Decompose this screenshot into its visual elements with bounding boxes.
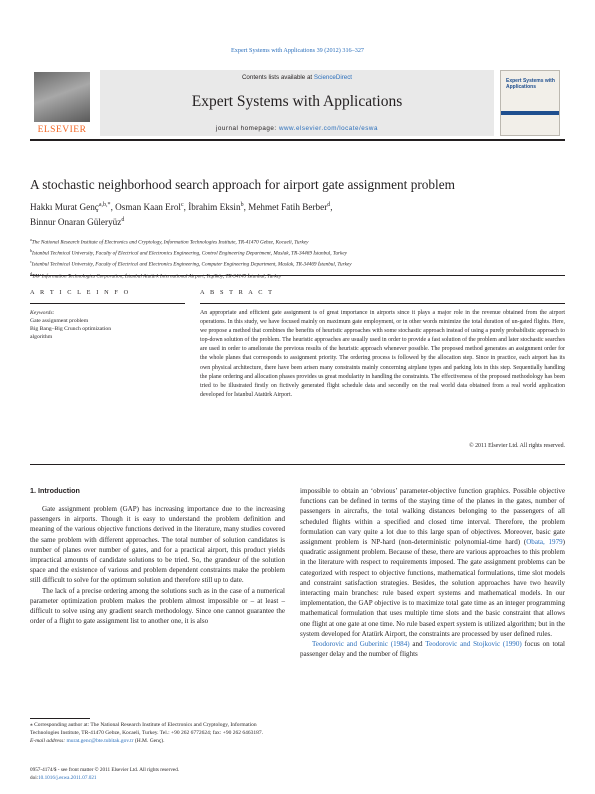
abstract-rule bbox=[200, 303, 565, 304]
journal-title: Expert Systems with Applications bbox=[191, 93, 403, 110]
corresponding-author-note: ⁎ Corresponding author at: The National Research Institute of Electronics and Cryptology, Information Technologies Institute, TR-41470 Gebze, Kocaeli, Turkey. Tel.: +90 262 6772624; fax: +90 262 6463187. bbox=[30, 722, 263, 736]
doi-line: doi:10.1016/j.eswa.2011.07.021 bbox=[30, 774, 97, 781]
email-note: E-mail address: murat.genc@bte.tubitak.gov.tr (H.M. Genç). bbox=[30, 738, 165, 744]
issn-line: 0957-4174/$ - see front matter © 2011 Elsevier Ltd. All rights reserved. bbox=[30, 767, 180, 773]
body-paragraph: The lack of a precise ordering among the solutions such as in the case of a numerical parameter optimization problem makes the problem almost impossible or – at least – difficult to solve using any gradient search methodology. Since one cannot guarantee the order of a flight to gate assignment list to another one, it is also bbox=[30, 586, 285, 626]
author-3[interactable]: İbrahim Eksin$^b$, bbox=[188, 202, 249, 213]
homepage-prefix: journal homepage: bbox=[216, 125, 279, 132]
front-matter-divider bbox=[30, 464, 565, 465]
body-column-left bbox=[30, 504, 285, 626]
author-list bbox=[30, 199, 570, 229]
body-paragraph: Gate assignment problem (GAP) has increasing importance due to the increasing passengers in airports. Though it is easy to understand the problem definition and meaning of the various objective functions derived in the literature, many studies covered the same problem with different approaches. The total number of solution candidates is number of planes over number of gates, and for a practical airport, this product yields impractical amounts of candidate solutions to be tried. So, the grandeur of the solution space and the existence of various and problem dependent constraints make the problem still difficult to solve for the optimum solution and therefore still up to date. bbox=[30, 505, 285, 585]
sciencedirect-link[interactable]: ScienceDirect bbox=[313, 74, 353, 81]
author-5[interactable]: Binnur Onaran Güleryüz$^d$ bbox=[30, 217, 125, 228]
keywords-block bbox=[30, 309, 185, 341]
affiliation-b: $^b$Istanbul Technical University, Faculty of Electrical and Electronics Engineering, Control Engineering Department, Maslak, TR-34469 İstanbul, Turkey bbox=[30, 248, 347, 257]
journal-cover-thumbnail[interactable] bbox=[500, 70, 560, 136]
citation-link[interactable]: Teodorovic and Guberinic (1984) bbox=[312, 640, 410, 649]
copyright-line: © 2011 Elsevier Ltd. All rights reserved. bbox=[469, 443, 565, 449]
journal-header bbox=[30, 70, 565, 136]
issn-doi-block bbox=[30, 767, 179, 782]
paper-title: A stochastic neighborhood search approach for airport gate assignment problem bbox=[30, 177, 456, 192]
header-divider bbox=[30, 139, 565, 141]
keyword-item: Gate assignment problem bbox=[30, 318, 89, 324]
footnotes bbox=[30, 721, 285, 745]
author-1[interactable]: Hakkı Murat Genç$^{a,b,*}$, bbox=[30, 202, 116, 213]
affiliation-d: $^d$TAV Information Technologies Corporation, İstanbul Atatürk International Airport, Yeşilköy, TR-34149 İstanbul, Turkey bbox=[30, 270, 282, 280]
article-info-label: A R T I C L E I N F O bbox=[30, 289, 131, 296]
journal-reference[interactable]: Expert Systems with Applications 39 (2012) 316–327 bbox=[230, 47, 365, 54]
journal-masthead bbox=[100, 70, 494, 136]
section-heading-introduction: 1. Introduction bbox=[30, 486, 80, 495]
author-4[interactable]: Mehmet Fatih Berber$^d$, bbox=[248, 202, 333, 213]
journal-homepage bbox=[100, 125, 494, 132]
affiliation-c: $^c$Istanbul Technical University, Faculty of Electrical and Electronics Engineering, Computer Engineering Department, Maslak, TR-34469 İstanbul, Turkey bbox=[30, 259, 352, 269]
keyword-item: algorithm bbox=[30, 334, 53, 340]
affiliation-a: $^a$The National Research Institute of Electronics and Cryptology, Information Technologies Institute, TR-41470 Gebze, Kocaeli, Turkey bbox=[30, 237, 309, 246]
body-paragraph: impossible to obtain an ‘obvious’ parameter-objective function graphics. Possible objective functions can be defined in terms of the staying time of the planes in the gates, number of passengers in aircrafts, the total walking distances belonging to the passengers of all scheduled flights within a specified and closed time interval. Therefore, the problem formulation can vary quite a lot due to this large span of objectives. Moreover, basic gate assignment problem is NP-hard (non-deterministic polynomial-time hard) (Obata, 1979) quadratic assignment problem. Because of these, there are various approaches to this problem in the literature with respect to requirements imposed. The gate assignment problems can be categorized with respect to objective functions, mathematical formulations, time slot models and constraint satisfaction strategies. Besides, the solution approaches have two heavily interacting main branches: rule based expert systems and mathematical models. In our implementation, the GAP objective is to maximize total gate time as an integer programming mathematical formulation that uses multiple time slots and the basic constraint that allows one flight at one gate at one time. No rule based expert system is utilized algorithm; but in the system developed for Atatürk Airport, the constraints are processed by user defined rules. bbox=[300, 487, 565, 638]
elsevier-logo[interactable] bbox=[30, 70, 94, 136]
email-link[interactable]: murat.genc@bte.tubitak.gov.tr bbox=[66, 738, 134, 744]
contents-prefix: Contents lists available at bbox=[241, 74, 314, 81]
affiliation-divider bbox=[30, 275, 565, 276]
cover-stripe bbox=[501, 111, 559, 115]
keyword-item: Big Bang–Big Crunch optimization bbox=[30, 326, 112, 332]
elsevier-wordmark: ELSEVIER bbox=[37, 125, 87, 135]
abstract-label: A B S T R A C T bbox=[200, 289, 275, 296]
article-info-rule bbox=[30, 303, 185, 304]
doi-link[interactable]: 10.1016/j.eswa.2011.07.021 bbox=[38, 774, 97, 781]
body-column-right bbox=[300, 486, 565, 659]
body-paragraph: Teodorovic and Guberinic (1984) and Teodorovic and Stojkovic (1990) focus on total passenger delay and the number of flights bbox=[300, 640, 565, 659]
citation-link[interactable]: Teodorovic and Stojkovic (1990) bbox=[425, 640, 522, 649]
keywords-heading: Keywords: bbox=[30, 310, 55, 316]
author-2[interactable]: Osman Kaan Erol$^c$, bbox=[115, 202, 189, 213]
cover-title: Expert Systems with Applications bbox=[506, 78, 555, 90]
citation-link[interactable]: Obata, 1979 bbox=[526, 538, 563, 547]
footnote-rule bbox=[30, 718, 90, 719]
homepage-link[interactable]: www.elsevier.com/locate/eswa bbox=[278, 125, 378, 132]
elsevier-tree-icon bbox=[34, 72, 90, 122]
abstract-text: An appropriate and efficient gate assignment is of great importance in airports since it plays a major role in the revenue obtained from the airport operations. In this study, we have focused mainly on maximum gate employment, or in other words minimize the total duration of un-gated flights. Here, we propose a method that combines the benefits of heuristic approaches with some stochastic approach instead of using a purely probabilistic approach to top-down solution of the problem. The heuristic approaches are usually used in order to provide a fast solution of the problem and later stochastic searches are used in order to ameliorate the previous results of the heuristic approach whenever possible. The proposed method generates an assignment order for the whole planes that corresponds to assignment priority. The ordering process is followed by the allocation step. Since in practice, each airport has its own physical architecture, there have been arisen many constraints mainly concerning airplane types and parking lots in this step. Sequentially handling the plane ordering and allocation phases provides us great modularity in handling the constraints. The effectiveness of the proposed methodology has been tried to be illustrated firstly on fictively generated flight schedule data and secondly on the real world data obtained from a real world application developed for İstanbul Atatürk Airport. bbox=[200, 310, 565, 398]
contents-line bbox=[100, 74, 494, 81]
